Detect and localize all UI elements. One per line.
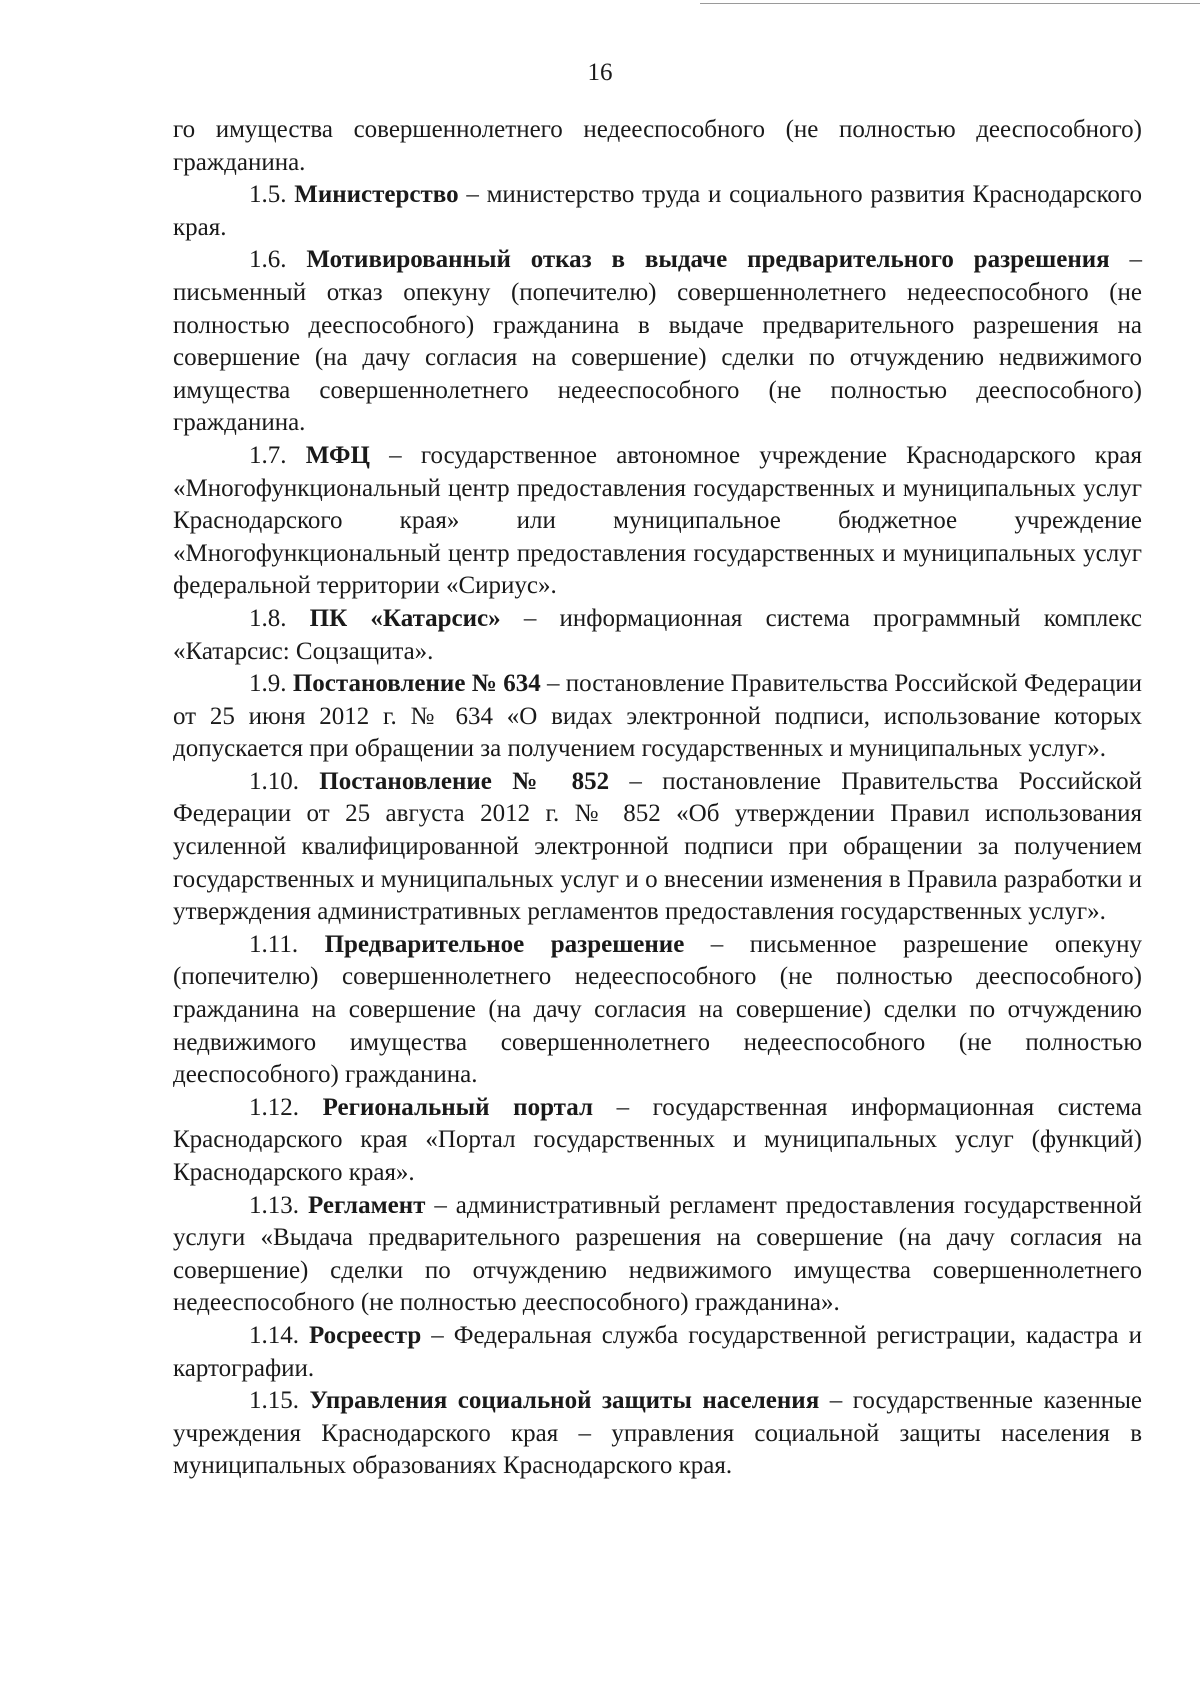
definition-text: – министерство труда и социального развития Краснодарского края. (173, 181, 1142, 241)
paragraph-continuation (173, 114, 1142, 179)
definition-number: 1.7. (249, 441, 306, 469)
definition-text: – письменный отказ опекуну (попечителю) совершеннолетнего недееспособного (не полностью дееспособного) гражданина в выдаче предварительного разрешения на совершение (на дачу согласия на совершение) сделки по отчуждению недвижимого имущества совершеннолетнего недееспособного (не полностью дееспособного) гражданина. (173, 246, 1142, 437)
definition-text: – информационная система программный комплекс «Катарсис: Соцзащита». (173, 604, 1142, 665)
definition-number: 1.6. (249, 246, 307, 274)
definition-1-13 (173, 1190, 1142, 1320)
definition-term: Росреестр (309, 1321, 422, 1349)
definition-term: Министерство (294, 181, 459, 209)
definition-text: – административный регламент предоставления государственной услуги «Выдача предварительного разрешения на совершение (на дачу согласия на совершение) сделки по отчуждению недвижимого имущества совершеннолетнего недееспособного (не полностью дееспособного) гражданина». (173, 1191, 1143, 1317)
definition-number: 1.13. (249, 1191, 308, 1219)
definition-1-6 (173, 244, 1142, 440)
definition-term: Регламент (307, 1191, 426, 1219)
definition-1-12 (173, 1092, 1142, 1190)
definition-text: – постановление Правительства Российской Федерации от 25 августа 2012 г. № 852 «Об утверждении Правил использования усиленной квалифицированной электронной подписи при обращении за получением государственных и муниципальных услуг и о внесении изменения в Правила разработки и утверждения административных регламентов предоставления государственных услуг». (173, 767, 1143, 926)
document-body (173, 114, 1142, 1483)
page-number: 16 (587, 59, 613, 86)
definition-number: 1.5. (249, 181, 295, 209)
definition-term: Региональный портал (322, 1093, 593, 1121)
definition-number: 1.9. (249, 670, 293, 698)
definition-term: Постановление № 634 (292, 670, 541, 698)
definition-text: – государственное автономное учреждение Краснодарского края «Многофункциональный центр предоставления государственных и муниципальных услуг Краснодарского края» или муниципальное бюджетное учреждение «Многофункциональный центр предоставления государственных и муниципальных услуг федеральной территории «Сириус». (173, 441, 1143, 600)
definition-text: – письменное разрешение опекуну (попечителю) совершеннолетнего недееспособного (не полностью дееспособного) гражданина на совершение (на дачу согласия на совершение) сделки по отчуждению недвижимого имущества совершеннолетнего недееспособного (не полностью дееспособного) гражданина. (173, 930, 1142, 1089)
definition-1-8 (173, 603, 1142, 668)
definition-number: 1.10. (249, 767, 320, 795)
definition-text: – государственные казенные учреждения Краснодарского края – управления социальной защиты населения в муниципальных образованиях Краснодарского края. (173, 1387, 1143, 1480)
paragraph-text: го имущества совершеннолетнего недееспособного (не полностью дееспособного) гражданина. (173, 116, 1142, 176)
definition-number: 1.8. (249, 604, 310, 632)
definition-term: Мотивированный отказ в выдаче предварительного разрешения (306, 246, 1110, 274)
definition-1-14 (173, 1320, 1142, 1385)
definition-1-5 (173, 179, 1142, 244)
definition-term: Постановление № 852 (319, 767, 610, 795)
definition-number: 1.14. (249, 1321, 310, 1349)
definition-1-15 (173, 1385, 1142, 1483)
definition-1-7 (173, 440, 1142, 603)
definition-term: Управления социальной защиты населения (309, 1387, 820, 1415)
definition-text: – государственная информационная система Краснодарского края «Портал государственных и муниципальных услуг (функций) Краснодарского края». (173, 1093, 1142, 1186)
definition-term: ПК «Катарсис» (309, 604, 501, 632)
definition-1-11 (173, 929, 1142, 1092)
scan-edge-line (700, 3, 1200, 4)
definition-term: Предварительное разрешение (324, 930, 685, 958)
definition-number: 1.11. (249, 930, 325, 958)
definition-term: МФЦ (305, 441, 370, 469)
definition-number: 1.12. (249, 1093, 323, 1121)
definition-text: – постановление Правительства Российской Федерации от 25 июня 2012 г. № 634 «О видах электронной подписи, использование которых допускается при обращении за получением государственных и муниципальных услуг». (173, 670, 1143, 763)
definition-1-10 (173, 766, 1142, 929)
definition-1-9 (173, 668, 1142, 766)
definition-number: 1.15. (249, 1387, 310, 1415)
definition-text: – Федеральная служба государственной регистрации, кадастра и картографии. (173, 1321, 1143, 1382)
